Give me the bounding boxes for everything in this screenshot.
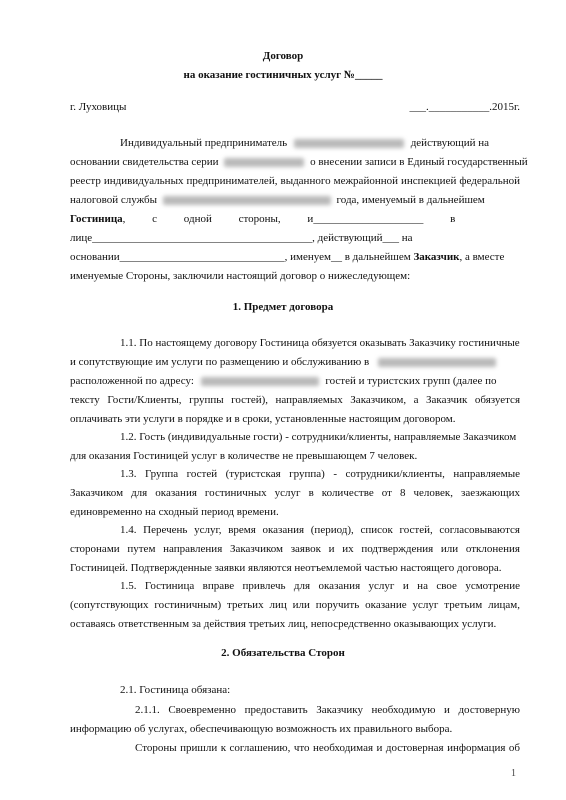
preamble-line-1: Индивидуальный предприниматель действующий на [120, 137, 490, 149]
preamble-line-8: именуемые Стороны, заключили настоящий договор о нижеследующем: [70, 270, 411, 282]
section-1-title: 1. Предмет договора [232, 301, 334, 313]
clause-1-1-line-4: тексту Гости/Клиенты, группы гостей), направляемых Заказчиком, а Заказчик обязуется [70, 394, 520, 406]
clause-1-4-line-3: Гостиницей. Подтвержденные заявки являются неотъемлемой частью настоящего договора. [70, 562, 502, 574]
clause-1-3-line-1: 1.3. Группа гостей (туристская группа) - сотрудники/клиенты, направляемые [120, 468, 520, 480]
clause-1-5-line-3: оставаясь ответственным за действия третьих лиц, непосредственно оказывающих услуги. [70, 618, 497, 630]
clause-1-1-line-5: оплачивать эти услуги в порядке и в сроки, установленные настоящим договором. [70, 413, 456, 425]
clause-1-5-line-2: (сопутствующих гостиничным) третьих лиц или поручить оказание услуг третьим лицам, [70, 599, 520, 611]
preamble-line-5: Гостиница, с одной стороны, и____________________ в [70, 213, 456, 225]
document-subtitle: на оказание гостиничных услуг №_____ [183, 69, 383, 81]
clause-2-1-1-line-3: Стороны пришли к соглашению, что необходимая и достоверная информация об [135, 742, 520, 754]
preamble-line-3: реестр индивидуальных предпринимателей, выданного межрайонной инспекцией федеральной [70, 175, 520, 187]
redacted-name [294, 139, 404, 148]
preamble-line-7: основании______________________________, именуем__ в дальнейшем Заказчик, а вместе [70, 251, 505, 263]
redacted-address [201, 377, 319, 386]
clause-2-1-1-line-2: информацию об услугах, обеспечивающую возможность их правильного выбора. [70, 723, 453, 735]
clause-2-1: 2.1. Гостиница обязана: [120, 684, 231, 696]
redacted-tax-office [163, 196, 331, 205]
redacted-certificate [224, 158, 304, 167]
preamble-line-6: лице________________________________________, действующий___ на [70, 232, 413, 244]
page-number: 1 [511, 768, 516, 779]
clause-1-4-line-1: 1.4. Перечень услуг, время оказания (период), список гостей, согласовываются [120, 524, 520, 536]
section-2-title: 2. Обязательства Сторон [221, 647, 345, 659]
clause-1-1-line-2: и сопутствующие им услуги по размещению и обслуживанию в [70, 356, 520, 368]
clause-1-2-line-1: 1.2. Гость (индивидуальные гости) - сотрудники/клиенты, направляемые Заказчиком [120, 431, 517, 443]
clause-1-3-line-3: единовременно на сходный период времени. [70, 506, 279, 518]
clause-1-1-line-3: расположенной по адресу: гостей и туристских групп (далее по [70, 375, 497, 387]
place-date-line [70, 101, 520, 113]
preamble-line-2: основании свидетельства серии о внесении записи в Единый государственный [70, 156, 528, 168]
document-title: Договор [262, 50, 304, 62]
clause-2-1-1-line-1: 2.1.1. Своевременно предоставить Заказчику необходимую и достоверную [135, 704, 520, 716]
clause-1-3-line-2: Заказчиком для оказания гостиничных услуг в количестве от 8 человек, заезжающих [70, 487, 520, 499]
clause-1-2-line-2: для оказания Гостиницей услуг в количестве не превышающем 7 человек. [70, 450, 418, 462]
preamble-line-4: налоговой службы года, именуемый в дальнейшем [70, 194, 485, 206]
clause-1-4-line-2: сторонами путем направления Заказчиком заявок и их подтверждения или отклонения [70, 543, 520, 555]
clause-1-5-line-1: 1.5. Гостиница вправе привлечь для оказания услуг и на свое усмотрение [120, 580, 520, 592]
place: г. Луховицы [70, 101, 127, 113]
date: ___.___________.2015г. [409, 101, 520, 113]
clause-1-1-line-1: 1.1. По настоящему договору Гостиница обязуется оказывать Заказчику гостиничные [120, 337, 520, 349]
redacted-hotel-name [378, 358, 496, 367]
